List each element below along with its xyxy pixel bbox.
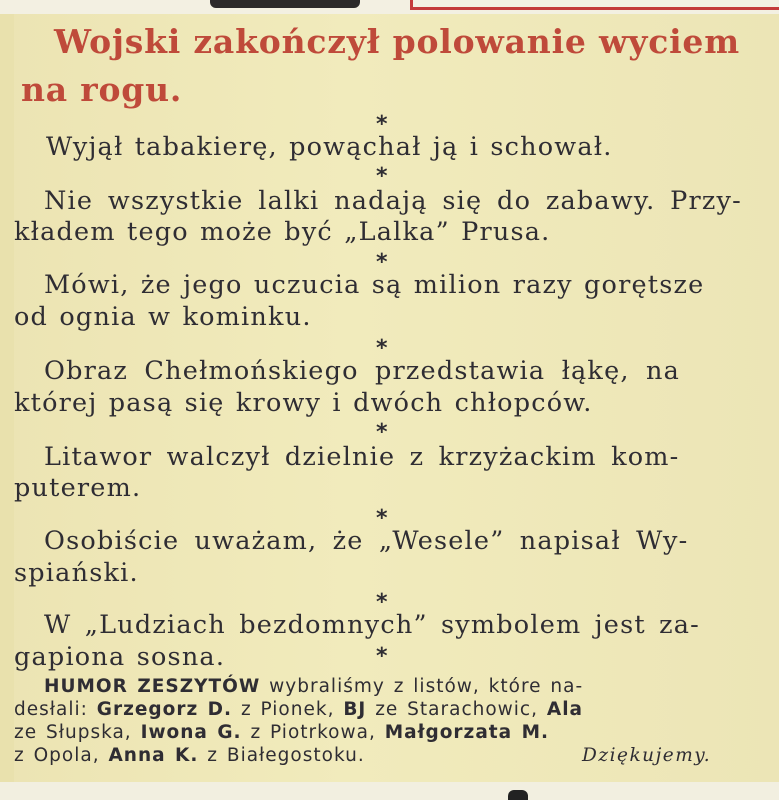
word: nadają	[334, 186, 428, 216]
credits-author: Ala	[546, 699, 584, 720]
separator-star: *	[376, 506, 388, 531]
headline-line-1: Wojski zakończył polowanie wyciem	[54, 22, 740, 61]
separator-star: *	[376, 112, 388, 137]
top-dark-mark	[210, 0, 360, 8]
joke-4-line-1: Obraz Chełmońskiego przedstawia łąkę, na	[44, 356, 681, 386]
joke-6-line-1: Osobiście uważam, że „Wesele” napisał Wy-	[44, 526, 689, 556]
word: do	[497, 186, 532, 216]
credits-author: Małgorzata M.	[384, 722, 550, 743]
word: wszystkie	[107, 186, 244, 216]
joke-2-line-1	[44, 186, 742, 216]
left-paper-edge	[0, 14, 14, 800]
thanks-note: Dziękujemy.	[582, 745, 712, 766]
joke-3-line-2: od ognia w kominku.	[14, 302, 312, 332]
joke-6-line-2: spiański.	[14, 558, 139, 588]
separator-star: *	[376, 336, 388, 361]
word: zabawy.	[545, 186, 656, 216]
credits-text: desłali:	[14, 699, 97, 720]
separator-star: *	[376, 590, 388, 615]
bottom-paper-edge	[0, 782, 779, 800]
joke-4-line-2: której pasą się krowy i dwóch chłopców.	[14, 388, 593, 418]
credits-section-name: HUMOR ZESZYTÓW	[44, 676, 261, 697]
credits-town: ze Słupska,	[14, 722, 141, 743]
credits-town: z Opola,	[14, 745, 109, 766]
joke-5-line-1: Litawor walczył dzielnie z krzyżackim kom-	[44, 442, 680, 472]
credits-town: ze Starachowic,	[366, 699, 547, 720]
bottom-dark-mark	[508, 790, 528, 800]
credits-author: BJ	[343, 699, 367, 720]
word: Nie	[44, 186, 94, 216]
word: się	[442, 186, 483, 216]
credits-author: Anna K.	[108, 745, 199, 766]
credits-line-1	[44, 676, 583, 697]
joke-5-line-2: puterem.	[14, 473, 142, 503]
credits-town: z Pionek,	[232, 699, 344, 720]
credits-line-4	[14, 745, 365, 766]
headline-line-2: na rogu.	[21, 70, 183, 109]
credits-town: z Białegostoku.	[198, 745, 365, 766]
credits-author: Iwona G.	[140, 722, 242, 743]
joke-7-line-1: W „Ludziach bezdomnych” symbolem jest za-	[44, 610, 700, 640]
joke-3-line-1: Mówi, że jego uczucia są milion razy gorętsze	[44, 270, 705, 300]
separator-star: *	[376, 250, 388, 275]
joke-2-line-2: kładem tego może być „Lalka” Prusa.	[14, 217, 551, 247]
separator-star: *	[376, 420, 388, 445]
joke-7-line-2: gapiona sosna.	[14, 642, 226, 672]
credits-line-3	[14, 722, 549, 743]
credits-intro-text: wybraliśmy z listów, które na-	[260, 676, 584, 697]
credits-town: z Piotrkowa,	[241, 722, 385, 743]
word: Przy-	[670, 186, 742, 216]
separator-star: *	[376, 644, 388, 669]
top-red-frame	[410, 0, 779, 10]
separator-star: *	[376, 164, 388, 189]
credits-line-2	[14, 699, 583, 720]
credits-author: Grzegorz D.	[96, 699, 233, 720]
word: lalki	[258, 186, 320, 216]
joke-1-line-1: Wyjął tabakierę, powąchał ją i schował.	[46, 132, 613, 162]
